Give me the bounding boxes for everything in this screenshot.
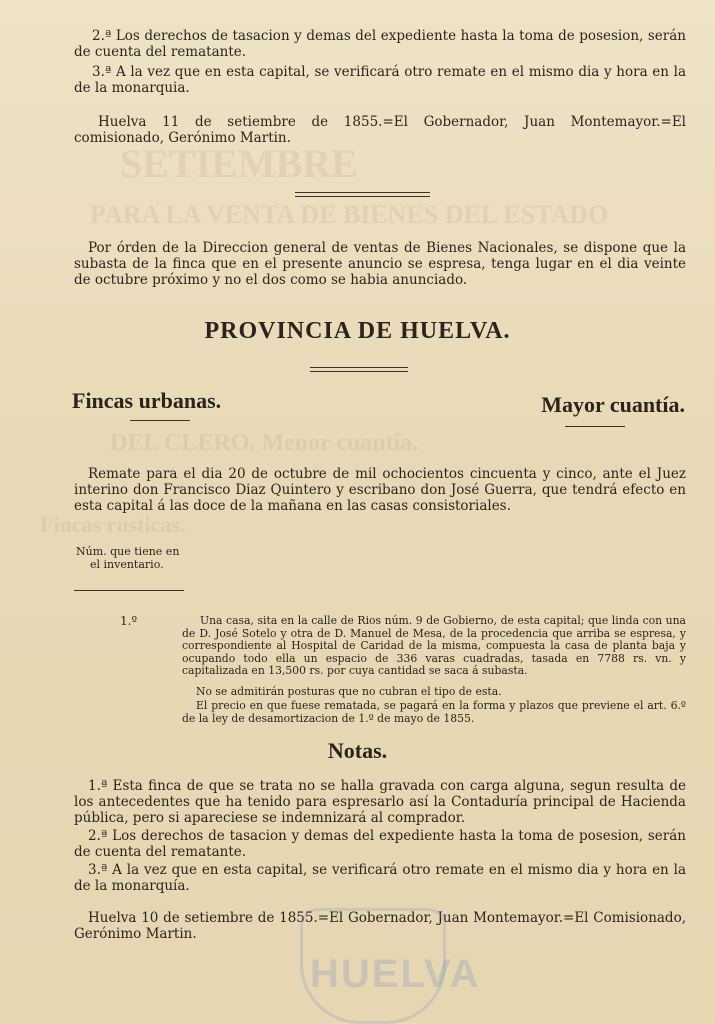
section-mayor-cuantia: Mayor cuantía. <box>541 392 685 417</box>
bleed-through-text: PARA LA VENTA DE BIENES DEL ESTADO <box>90 200 609 229</box>
section-underline <box>565 426 625 427</box>
title-underline <box>310 367 408 368</box>
province-title: PROVINCIA DE HUELVA. <box>204 318 511 344</box>
divider-rule <box>295 192 430 193</box>
top-signature: Huelva 11 de setiembre de 1855.=El Gobernador, Juan Montemayor.=El comisionado, Gerónimo Martin. <box>74 114 686 146</box>
top-note-2: 2.ª Los derechos de tasacion y demas del expediente hasta la toma de posesion, serán de cuenta del rematante. <box>74 28 686 60</box>
inventory-column-label: el inventario. <box>90 558 164 571</box>
inventory-rule <box>74 590 184 591</box>
inventory-column-label: Núm. que tiene en <box>76 545 180 558</box>
note-2: 2.ª Los derechos de tasacion y demas del expediente hasta la toma de posesion, serán de cuenta del rematante. <box>74 828 686 860</box>
bleed-through-text: SETIEMBRE <box>120 141 358 186</box>
bleed-through-text: Fincas rusticas. <box>40 512 186 537</box>
notas-heading: Notas. <box>327 738 388 763</box>
bottom-signature: Huelva 10 de setiembre de 1855.=El Gobernador, Juan Montemayor.=El Comisionado, Gerónimo Martin. <box>74 910 686 942</box>
top-note-3: 3.ª A la vez que en esta capital, se verificará otro remate en el mismo dia y hora en la de la monarquia. <box>74 64 686 96</box>
auction-paragraph: Remate para el dia 20 de octubre de mil ochocientos cincuenta y cinco, ante el Juez interino don Francisco Diaz Quintero y escribano don José Guerra, que tendrá efecto en esta capital á las doce de la mañana en las casas consistoriales. <box>74 466 686 514</box>
section-fincas-urbanas: Fincas urbanas. <box>72 388 222 413</box>
note-1: 1.ª Esta finca de que se trata no se halla gravada con carga alguna, segun resulta de los antecedentes que ha tenido para espresarlo así la Contaduría principal de Hacienda pública, pero si apareciese se indemnizará al comprador. <box>74 778 686 826</box>
bleed-through-text: DEL CLERO. Menor cuantía. <box>110 430 419 456</box>
title-underline <box>310 371 408 372</box>
lot-description: Una casa, sita en la calle de Rios núm. 9 de Gobierno, de esta capital; que linda con una de D. José Sotelo y otra de D. Manuel de Mesa, de la procedencia que arriba se espresa, y correspondiente al Hospital de Caridad de la misma, compuesta la casa de planta baja y ocupando todo ella un espacio de 336 varas cuadradas, tasada en 7788 rs. vn. y capitalizada en 13,500 rs. por cuya cantidad se saca á subasta. <box>182 614 686 678</box>
section-underline <box>130 420 190 421</box>
lot-note-payment: El precio en que fuese rematada, se pagará en la forma y plazos que previene el art. 6.º de la ley de desamortizacion de 1.º de mayo de 1855. <box>182 699 686 725</box>
watermark-text: HUELVA <box>310 952 481 996</box>
note-3: 3.ª A la vez que en esta capital, se verificará otro remate en el mismo dia y hora en la de la monarquía. <box>74 862 686 894</box>
order-paragraph: Por órden de la Direccion general de ventas de Bienes Nacionales, se dispone que la subasta de la finca que en el presente anuncio se espresa, tenga lugar en el dia veinte de octubre próximo y no el dos como se habia anunciado. <box>74 240 686 288</box>
lot-number: 1.º <box>120 614 138 628</box>
divider-rule <box>295 196 430 197</box>
lot-note-admission: No se admitirán posturas que no cubran el tipo de esta. <box>196 685 502 698</box>
